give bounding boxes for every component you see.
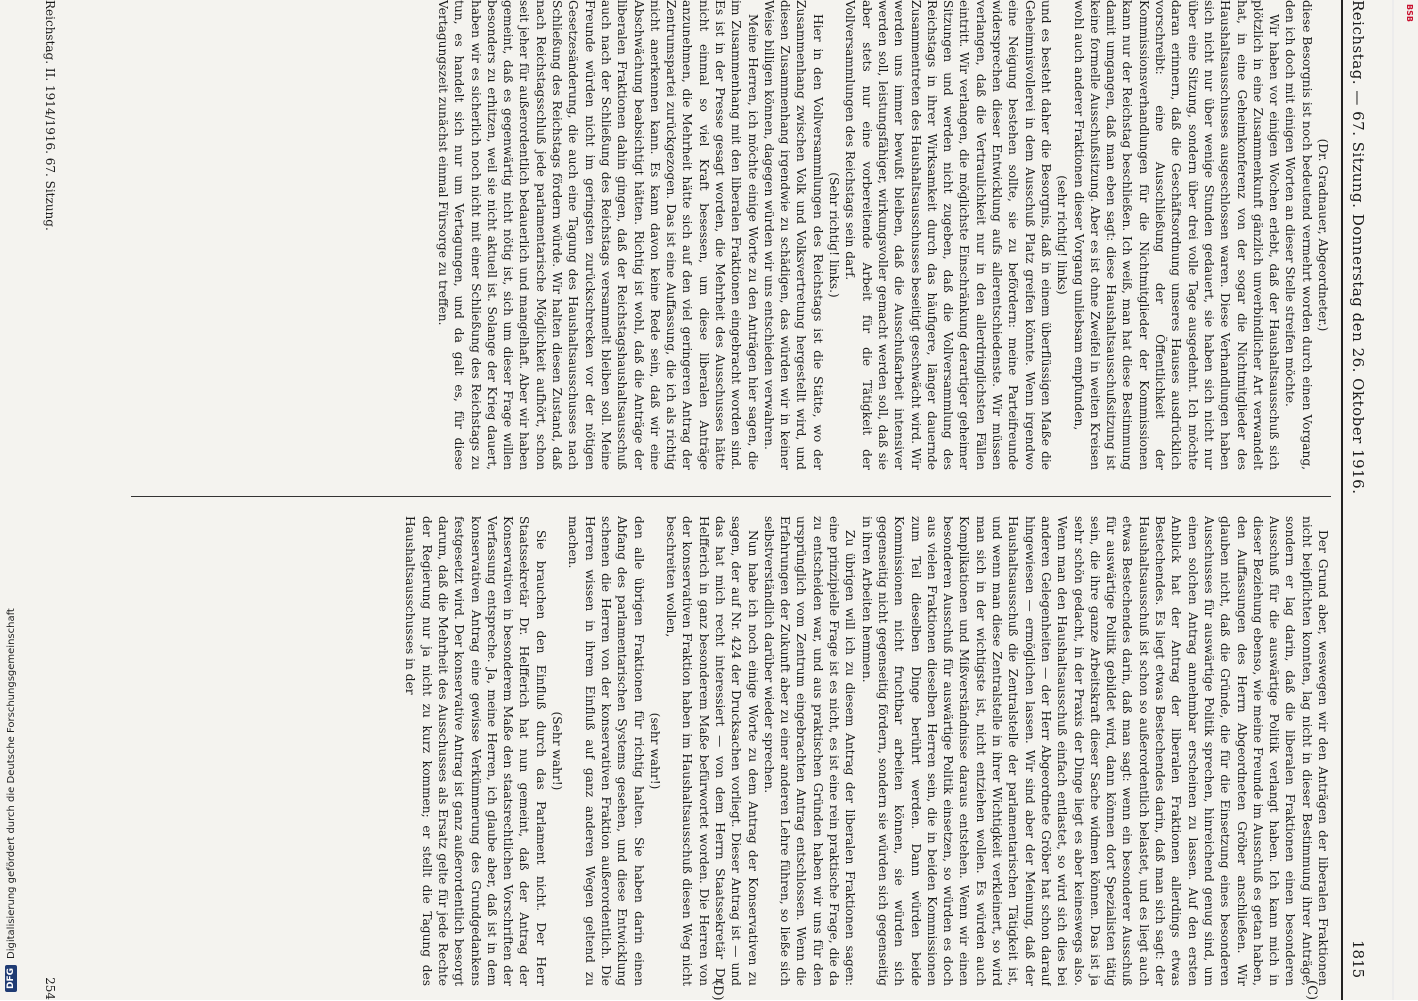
- margin-letter-c: (C): [1304, 980, 1319, 1001]
- credit-text: Digitalisierung gefördert durch die Deutsche Forschungsgemeinschaft: [5, 608, 17, 959]
- right-paragraph: Nun habe ich noch einige Worte zu dem Antrag der Konservativen zu sagen, der auf Nr. 424 der Drucksachen vorliegt. Dieser Antrag ist — und das hat mich recht interessiert — von dem Herrn Staatssekretär Dr. Helfferich in ganz besonderem Maße befürwortet worden. Die Herren von der konservativen Fraktion haben im Haushaltsausschuß diesen Weg nicht beschreiten wollen,: [664, 516, 760, 986]
- margin-letter-d: (D): [710, 980, 725, 1001]
- interjection: (Sehr wahr!): [550, 711, 565, 791]
- speaker-line: (Dr. Gradnauer, Abgeordneter.): [1316, 138, 1330, 332]
- right-text-column: [59, 516, 1331, 986]
- right-paragraph: den alle übrigen Fraktionen für richtig halten. Sie haben darin einen Abfang des parlamentarischen Systems gesehen, und diese Entwicklung schenen die Herren von der konservativen Fraktion außerordentlich. Die Herren wissen in ihrem Einfluß auf ganz anderen Wegen geltend zu machen.: [566, 516, 646, 986]
- header-rule: [1341, 0, 1343, 1000]
- interjection: (sehr wahr!): [647, 712, 662, 790]
- bsb-logo: BSB: [1405, 4, 1414, 22]
- dfg-logo-icon: DFG: [5, 965, 17, 992]
- right-paragraph: Sie brauchen den Einfluß durch das Parlament nicht. Der Herr Staatssekretär Dr. Helfferich hat nun gemeint, daß der Antrag der Konservativen in besonderem Maße den staatsrechtlichen Vorschriften der Verfassung entspreche. Ja, meine Herren, ich glaube aber, daß ist in dem konservativen Antrag eine gewisse Verkümmerung des Grundgedankens festgesetzt wird. Der konservative Antrag ist ganz außerordentlich besorgt darum, daß die Mehrheit des Ausschusses als Ersatz gelte für jede Rechte der Regierung nur ja nicht zu kurz kommen; er stellt die Tagung des Haushaltsausschusses in der: [403, 516, 548, 986]
- rotated-page: [35, 0, 1375, 1000]
- header-page-number: 1815: [1349, 940, 1367, 979]
- page-header: [1341, 0, 1367, 1000]
- interjection: (Sehr richtig! links.): [827, 172, 842, 298]
- left-paragraph: diese Besorgnis ist noch bedeutend vermehrt worden durch einen Vorgang, den ich doch mit einigen Worten an dieser Stelle streifen möchte.: [1283, 0, 1314, 470]
- left-paragraph: Wir haben vor einigen Wochen erlebt, daß der Haushaltsausschuß sich plötzlich in eine Zusammenkunft gänzlich unverbindlicher Art verwandelt hat, in eine Geheimkonferenz von der sogar die Nichtmitglieder des Haushaltsausschusses ausgeschlossen waren. Diese Verhandlungen haben sich nicht nur über wenige Stunden gedauert, sie haben sich nicht nur über eine Sitzung, sondern über drei volle Tage ausgedehnt. Ich möchte daran erinnern, daß die Geschäftsordnung unseres Hauses ausdrücklich vorschreibt: eine Ausschließung der Öffentlichkeit der Kommissionsverhandlungen für die Nichtmitglieder der Kommissionen kann nur der Reichstag beschließen. Ich weiß, man hat diese Bestimmung damit umgangen, daß man eben sagt: diese Haushaltsausschußsitzung ist keine formelle Ausschußsitzung. Aber es ist ohne Zweifel in weiten Kreisen wohl auch anderer Fraktionen dieser Vorgang unliebsam empfunden,: [1071, 0, 1282, 470]
- left-text-column: [59, 0, 1331, 470]
- right-paragraph: Zu übrigen will ich zu diesem Antrag der liberalen Fraktionen sagen: eine prinzipielle Frage ist es nicht, es ist eine rein praktische Frage, die da zu entscheiden war, und aus praktischen Gründen haben wir uns für den ursprünglich vom Zentrum eingebrachten Antrag entschlossen. Wenn die Erfahrungen der Zukunft aber zu einer anderen Lehre führen, so ließe sich selbstverständlich darüber wieder sprechen.: [761, 516, 858, 986]
- page-edge: [1392, 0, 1394, 1000]
- digitization-credit: [4, 52, 18, 992]
- left-paragraph: Meine Herren, ich möchte einige Worte zu den Anträgen hier sagen, die im Zusammenhang mit den liberalen Fraktionen eingebracht worden sind. Es ist in der Presse gesagt worden, die Mehrheit des Ausschusses hätte nicht einmal so viel Kraft besessen, um diese liberalen Anträge anzunehmen, die Mehrheit hätte sich auf den viel geringeren Antrag der Zentrumspartei zurückgezogen. Das ist eine Auffassung, die ich als richtig nicht anerkennen kann. Es kann davon keine Rede sein, daß wir eine Abschwächung beabsichtigt hätten. Richtig ist wohl, daß die Anträge der liberalen Fraktionen dahin gingen, daß der Reichstagshaushaltsausschuß auch nach der Schließung des Reichstags versammelt bleiben soll. Meine Freunde würden nicht im geringsten zurückschrecken vor der nötigen Gesetzesänderung, die auch eine Tagung des Haushaltsausschusses nach Schließung des Reichstags fördern würde. Wir halten diesen Zustand, daß nach Reichstagsschluß jede parlamentarische Möglichkeit aufhört, schon seit jeher für außerordentlich bedauerlich und mangelhaft. Aber wir haben gemeint, daß es gegenwärtig nicht nötig ist, sich um dieser Frage willen besonders zu erhitzen, weil sie nicht aktuell ist. Solange der Krieg dauert, haben wir es sicherlich noch nicht mit einer Schließung des Reichstags zu tun, es handelt sich nur um Vertagungen, und da galt es, für diese Vertagungszeit zunächst einmal Fürsorge zu treffen.: [435, 0, 760, 470]
- right-paragraph: Der Grund aber, weswegen wir den Anträgen der liberalen Fraktionen nicht beipflichten konnten, lag nicht in dieser Bestimmung ihrer Anträge, sondern er lag darin, daß die liberalen Fraktionen einen besonderen Ausschuß für die auswärtige Politik verlangt haben. Ich kann mich in dieser Beziehung ebenso, wie meine Freunde im Ausschuß es getan haben, den Auffassungen des Herrn Abgeordneten Gröber anschließen. Wir glauben nicht, daß die Gründe, die für die Einsetzung eines besonderen Ausschusses für auswärtige Politik sprechen, hinreichend genug sind, um einen solchen Antrag annehmbar erscheinen zu lassen. Auf den ersten Anblick hat der Antrag der liberalen Fraktionen allerdings etwas Bestechendes. Es liegt etwas Bestechendes darin, daß man sich sagt: der Haushaltsausschuß ist schon so außerordentlich belastet, und es liegt auch etwas Bestechendes darin, daß man sagt: wenn ein besonderer Ausschuß für auswärtige Politik gebildet wird, dann können dort Spezialisten tätig sein, die ihre ganze Arbeitskraft dieser Sache widmen können. Das ist ja sehr schön gedacht, in der Praxis der Dinge liegt es aber keineswegs also. Wenn man den Haushaltsausschuß einfach entlastet, so wird sich dies bei anderen Gelegenheiten — der Herr Abgeordnete Gröber hat schon darauf hingewiesen — ermöglichen lassen. Wir sind aber der Meinung, daß der Haushaltsausschuß die Zentralstelle der parlamentarischen Tätigkeit ist, und wenn man diese Zentralstelle in ihrer Wichtigkeit verkleinert, so wird man sich in der wichtigste ist, nicht entziehen wollen. Es würden auch Komplikationen und Mißverständnisse daraus entstehen. Wenn wir einen besonderen Ausschuß für auswärtige Politik einsetzen, so würden es doch aus vielen Fraktionen dieselben Herren sein, die in beiden Kommissionen zum Teil dieselben Dinge berührt werden. Dann würden beide Kommissionen nicht fruchtbar arbeiten können, sie würden sich gegenseitig nicht gegenseitig fördern, sondern sie würden sich gegenseitig in ihren Arbeiten hemmen.: [859, 516, 1330, 986]
- left-paragraph: Hier in den Vollversammlungen des Reichstags ist die Stätte, wo der Zusammenhang zwischen Volk und Volksvertretung hergestellt wird, und diesen Zusammenhang irgendwie zu schädigen, das würden wir in keiner Weise billigen können, dagegen würden wir uns entschieden verwahren.: [761, 0, 825, 470]
- interjection: (sehr richtig! links): [1055, 175, 1070, 295]
- header-title: Reichstag. — 67. Sitzung. Donnerstag den 26. Oktober 1916.: [1349, 0, 1367, 495]
- page-number: 254: [43, 977, 57, 1000]
- left-paragraph: und es besteht daher die Besorgnis, daß in einem überflüssigen Maße die Geheimnisvollerei in dem Ausschuß Platz greifen könnte. Wenn irgendwo eine Neigung bestehen sollte, sie zu befördern: meine Parteifreunde widersprechen dieser Entwicklung aufs allerentschiedenste. Wir müssen verlangen, daß die Vertraulichkeit nur in den allerdringlichsten Fällen eintritt. Wir verlangen, die möglichste Einschränkung derartiger geheimer Sitzungen und werden nicht zugeben, daß die Vollversammlung des Reichstags in ihrer Wirksamkeit durch das häufigere, länger dauernde Zusammentreten des Haushaltsausschusses beseitigt geschwächt wird. Wir werden uns immer bewußt bleiben, daß die Ausschußarbeit intensiver werden soll, leistungsfähiger, wirkungsvoller gemacht werden soll, daß sie aber stets nur eine vorbereitende Arbeit für die Tätigkeit der Vollversammlungen des Reichstags sein darf.: [843, 0, 1053, 470]
- page-footer: Reichstag. II. 1914/1916. 67. Sitzung.: [43, 0, 57, 231]
- column-divider: [131, 496, 1331, 497]
